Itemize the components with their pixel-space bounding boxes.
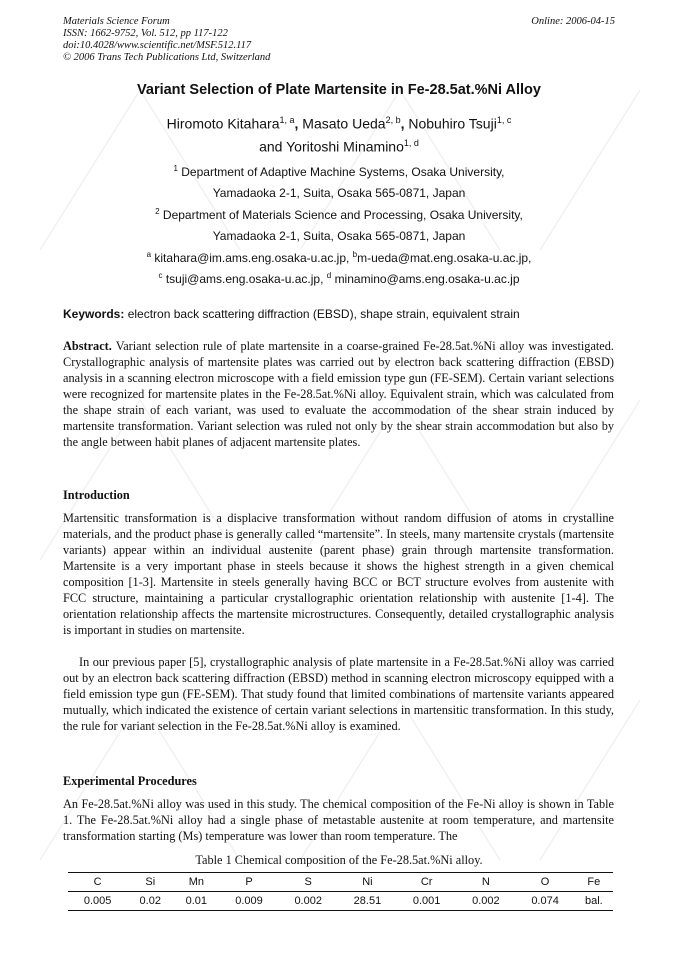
table-header-cell: N	[481, 876, 490, 888]
table-header-row	[68, 873, 613, 892]
author-and: and	[259, 138, 283, 155]
author-line-2	[0, 138, 678, 155]
table-header-cell: Ni	[362, 876, 373, 888]
abstract	[63, 338, 614, 450]
affiliation-2-line-1	[0, 207, 678, 222]
table-row	[68, 892, 613, 911]
table-header-cell: Si	[145, 876, 156, 888]
author-name: Hiromoto Kitahara	[166, 115, 280, 132]
author-sup: 1, d	[403, 138, 419, 148]
table-cell: bal.	[584, 895, 603, 907]
affiliation-2-line-2: Yamadaoka 2-1, Suita, Osaka 565-0871, Japan	[212, 229, 466, 243]
table-cell: 0.01	[185, 895, 208, 907]
author-line-1	[0, 115, 678, 132]
chemical-composition-table	[68, 872, 613, 911]
email-address: minamino@ams.eng.osaka-u.ac.jp	[334, 272, 520, 286]
author-sup: 1, a	[279, 115, 295, 125]
email-line-2	[0, 271, 678, 286]
affiliation-text: Department of Adaptive Machine Systems, Osaka University,	[181, 165, 505, 179]
table-cell: 0.005	[83, 895, 112, 907]
table-header-cell: P	[245, 876, 253, 888]
author-sup: 2, b	[385, 115, 401, 125]
journal-info	[63, 16, 270, 64]
keywords-label: Keywords:	[63, 307, 125, 321]
affiliation-text: Department of Materials Science and Processing, Osaka University,	[162, 208, 523, 222]
table-header-cell: S	[304, 876, 312, 888]
table-header-cell: Mn	[188, 876, 204, 888]
table-cell: 0.074	[531, 895, 559, 907]
online-date: Online: 2006-04-15	[531, 16, 615, 27]
affiliation-sup: 1	[173, 164, 178, 173]
email-sup: c	[158, 271, 163, 280]
introduction-paragraph-1: Martensitic transformation is a displacive transformation without random diffusion of atoms in crystalline materials, and the product phase is generally called “martensite”. In steels, many martensite crystals (martensite variants) appear within an individual austenite (parent phase) grain through martensite transformation. Martensite is a very important phase in steels because it shows the highest strength in a given chemical composition [1-3]. Martensite in steels generally having BCC or BCT structure evolves from austenite with FCC structure, maintaining a particular crystallographic orientation relationship with austenite [1-4]. The orientation relationship affects the martensite microstructures. Consequently, detailed crystallographic analysis is important in studies on martensite.	[63, 511, 614, 637]
email-line-1	[0, 250, 678, 265]
journal-name: Materials Science Forum	[63, 16, 170, 27]
author-name: Masato Ueda	[302, 115, 386, 132]
keywords-text: electron back scattering diffraction (EBSD), shape strain, equivalent strain	[127, 307, 520, 321]
abstract-text: Variant selection rule of plate martensite in a coarse-grained Fe-28.5at.%Ni alloy was investigated. Crystallographic analysis of martensite plates was carried out by electron back scattering diffraction (EBSD) analysis in a scanning electron microscope with a field emission type gun (FE-SEM). Certain variant selections were recognized for martensite plates in the Fe-28.5at.%Ni alloy. Equivalent strain, which was calculated from the shape strain of each variant, was used to evaluate the accommodation of the shear strain induced by martensite transformation. Variant selection was ruled not only by the shear strain accommodation but also by the angle between habit planes of adjacent martensite plates.	[63, 339, 614, 449]
email-address: tsuji@ams.eng.osaka-u.ac.jp,	[165, 272, 324, 286]
table-cell: 0.001	[412, 895, 441, 907]
table-header-cell: C	[93, 876, 102, 888]
email-sup: a	[146, 250, 152, 259]
email-sup: b	[352, 250, 358, 259]
journal-copyright: © 2006 Trans Tech Publications Ltd, Switzerland	[63, 52, 271, 63]
table-header-cell: Cr	[420, 876, 433, 888]
table-header-cell: Fe	[587, 876, 601, 888]
abstract-label: Abstract.	[63, 339, 112, 353]
affiliation-sup: 2	[155, 207, 160, 216]
table-cell: 0.02	[139, 895, 161, 907]
email-sup: d	[326, 271, 332, 280]
introduction-paragraph-2: In our previous paper [5], crystallographic analysis of plate martensite in a Fe-28.5at.%Ni alloy was carried out by an electron back scattering diffraction (EBSD) method in scanning electron microscopy equipped with a field emission type gun (FE-SEM). That study found that limited combinations of martensite variants appeared mutually, which indicated the existence of certain variant selections in martensitic transformation. In this study, the rule for variant selection in the Fe-28.5at.%Ni alloy is examined.	[63, 655, 614, 733]
table-cell: 0.009	[235, 895, 263, 907]
author-separator: ,	[294, 115, 299, 132]
affiliation-1-line-1	[0, 164, 678, 179]
table-caption: Table 1 Chemical composition of the Fe-28.5at.%Ni alloy.	[195, 853, 483, 867]
table-cell: 28.51	[353, 895, 382, 907]
keywords	[63, 307, 520, 321]
journal-issn: ISSN: 1662-9752, Vol. 512, pp 117-122	[63, 28, 228, 39]
affiliation-1-line-2: Yamadaoka 2-1, Suita, Osaka 565-0871, Japan	[212, 186, 466, 200]
author-name: Nobuhiro Tsuji	[408, 115, 497, 132]
introduction-heading: Introduction	[63, 488, 130, 502]
experimental-heading: Experimental Procedures	[63, 774, 197, 788]
experimental-paragraph-1: An Fe-28.5at.%Ni alloy was used in this study. The chemical composition of the Fe-Ni alloy is shown in Table 1. The Fe-28.5at.%Ni alloy had a single phase of metastable austenite at room temperature, and martensite transformation starting (Ms) temperature was lower than room temperature. The	[63, 797, 614, 843]
author-separator: ,	[400, 115, 405, 132]
email-address: m-ueda@mat.eng.osaka-u.ac.jp,	[357, 251, 532, 265]
table-header-cell: O	[540, 876, 550, 888]
table-cell: 0.002	[472, 895, 500, 907]
email-address: kitahara@im.ams.eng.osaka-u.ac.jp,	[154, 251, 350, 265]
paper-title: Variant Selection of Plate Martensite in Fe-28.5at.%Ni Alloy	[137, 82, 541, 98]
author-sup: 1, c	[496, 115, 512, 125]
table-cell: 0.002	[294, 895, 322, 907]
journal-doi: doi:10.4028/www.scientific.net/MSF.512.117	[63, 40, 252, 51]
author-name: Yoritoshi Minamino	[286, 138, 404, 155]
